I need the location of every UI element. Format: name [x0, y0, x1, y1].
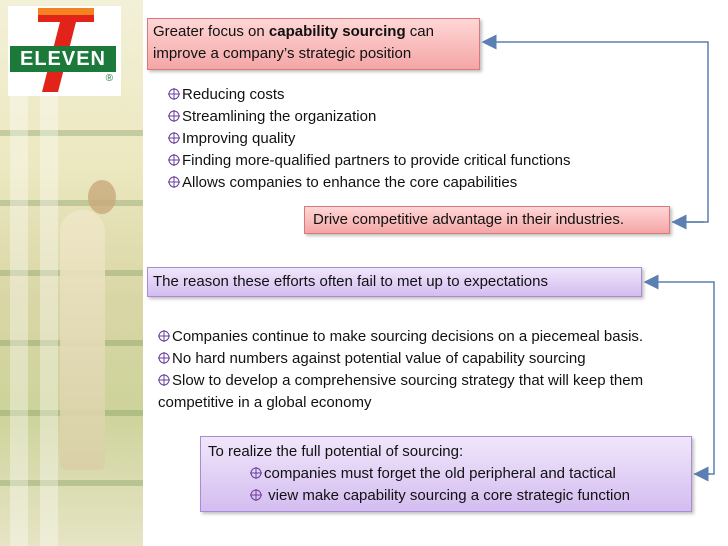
- benefit-text: Improving quality: [182, 130, 296, 147]
- benefit-text: Reducing costs: [182, 86, 285, 103]
- focus-text-pre: Greater focus on: [153, 23, 269, 40]
- realize-item-text: view make capability sourcing a core strategic function: [264, 487, 631, 504]
- benefit-text: Streamlining the organization: [182, 108, 377, 125]
- connector-arrow: [645, 282, 714, 474]
- eleven-wordmark: ELEVEN: [10, 46, 116, 72]
- failure-text: Companies continue to make sourcing decisions on a piecemeal basis.: [172, 328, 644, 345]
- failure-text: No hard numbers against potential value of capability sourcing: [172, 350, 586, 367]
- registered-mark: ®: [105, 73, 113, 84]
- benefit-text: Allows companies to enhance the core capabilities: [182, 174, 518, 191]
- realize-heading: To realize the full potential of sourcing:: [208, 443, 464, 460]
- realize-item-text: companies must forget the old peripheral and tactical: [264, 465, 616, 482]
- focus-text-post: can improve a company’s strategic position: [153, 23, 434, 62]
- connector-arrow: [483, 42, 708, 222]
- focus-text-bold: capability sourcing: [268, 23, 406, 40]
- failure-text: Slow to develop a comprehensive sourcing strategy that will keep them competitive in a global economy: [158, 372, 644, 411]
- benefit-text: Finding more-qualified partners to provide critical functions: [182, 152, 571, 169]
- drive-text: Drive competitive advantage in their industries.: [313, 211, 624, 228]
- reason-text: The reason these efforts often fail to met up to expectations: [153, 273, 548, 290]
